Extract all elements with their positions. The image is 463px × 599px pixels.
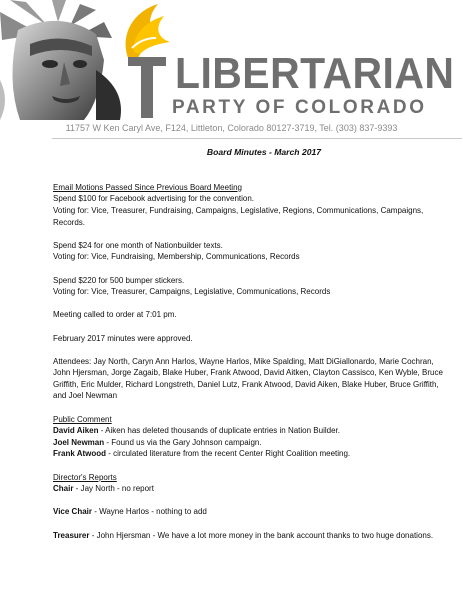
director-role: Vice Chair (53, 507, 92, 517)
public-comment-entry (53, 425, 453, 437)
commenter-name: David Aiken (53, 426, 99, 436)
org-name: LIBERTARIAN (175, 49, 455, 98)
org-subtitle: PARTY OF COLORADO (172, 97, 427, 118)
director-role: Treasurer (53, 530, 90, 540)
header-divider (52, 138, 462, 139)
report-text: - Jay North - no report (73, 484, 154, 494)
director-role: Chair (53, 484, 74, 494)
commenter-name: Frank Atwood (53, 449, 107, 459)
commenter-name: Joel Newman (53, 437, 105, 447)
report-text: - John Hjersman - We have a lot more money in the bank account thanks to two huge donations. (89, 530, 434, 540)
statue-of-liberty-image (0, 0, 126, 120)
comment-text: - circulated literature from the recent Center Right Coalition meeting. (106, 449, 351, 459)
director-report (53, 506, 453, 518)
motion-text: Spend $220 for 500 bumper stickers. (53, 275, 185, 285)
call-to-order: Meeting called to order at 7:01 pm. (53, 310, 177, 320)
public-comment-entry (53, 437, 453, 449)
motion-voting: Voting for: Vice, Fundraising, Membership, Communications, Records (53, 252, 300, 262)
torch-flame-icon (118, 2, 174, 60)
motion-text: Spend $100 for Facebook advertising for the convention. (53, 194, 255, 204)
public-comment-heading: Public Comment (53, 414, 112, 424)
attendees-list: Attendees: Jay North, Caryn Ann Harlos, Wayne Harlos, Mike Spalding, Matt DiGiallonardo, Marie Cochran, John Hjersman, Jorge Zagaib, Blake Huber, Frank Atwood, David Aitken, Clayton Cassisco, Ken Wyble, Bruce Griffith, Eric Mulder, Richard Longstreth, Daniel Lutz, Frank Atwood, David Aiken, Blake Huber, Bruce Griffith, and Joel Newman (53, 356, 443, 401)
document-title: Board Minutes - March 2017 (206, 147, 322, 157)
comment-text: - Found us via the Gary Johnson campaign. (104, 437, 262, 447)
director-report (53, 530, 453, 542)
comment-text: - Aiken has deleted thousands of duplicate entries in Nation Builder. (98, 426, 340, 436)
motion-voting: Voting for: Vice, Treasurer, Fundraising, Campaigns, Legislative, Regions, Communications, Campaigns, Records. (53, 205, 424, 227)
directors-reports-heading: Director's Reports (53, 472, 117, 482)
letterhead (0, 0, 463, 120)
director-report (53, 483, 453, 495)
motion-voting: Voting for: Vice, Treasurer, Campaigns, Legislative, Communications, Records (53, 287, 331, 297)
t-torch-icon (126, 57, 168, 119)
report-text: - Wayne Harlos - nothing to add (91, 507, 207, 517)
org-address: 11757 W Ken Caryl Ave, F124, Littleton, Colorado 80127-3719, Tel. (303) 837-9393 (65, 123, 398, 133)
email-motions-heading: Email Motions Passed Since Previous Board Meeting (53, 182, 242, 192)
public-comment-entry (53, 448, 453, 460)
minutes-approved: February 2017 minutes were approved. (53, 333, 193, 343)
document-body (53, 147, 453, 541)
motion-text: Spend $24 for one month of Nationbuilder texts. (53, 240, 223, 250)
